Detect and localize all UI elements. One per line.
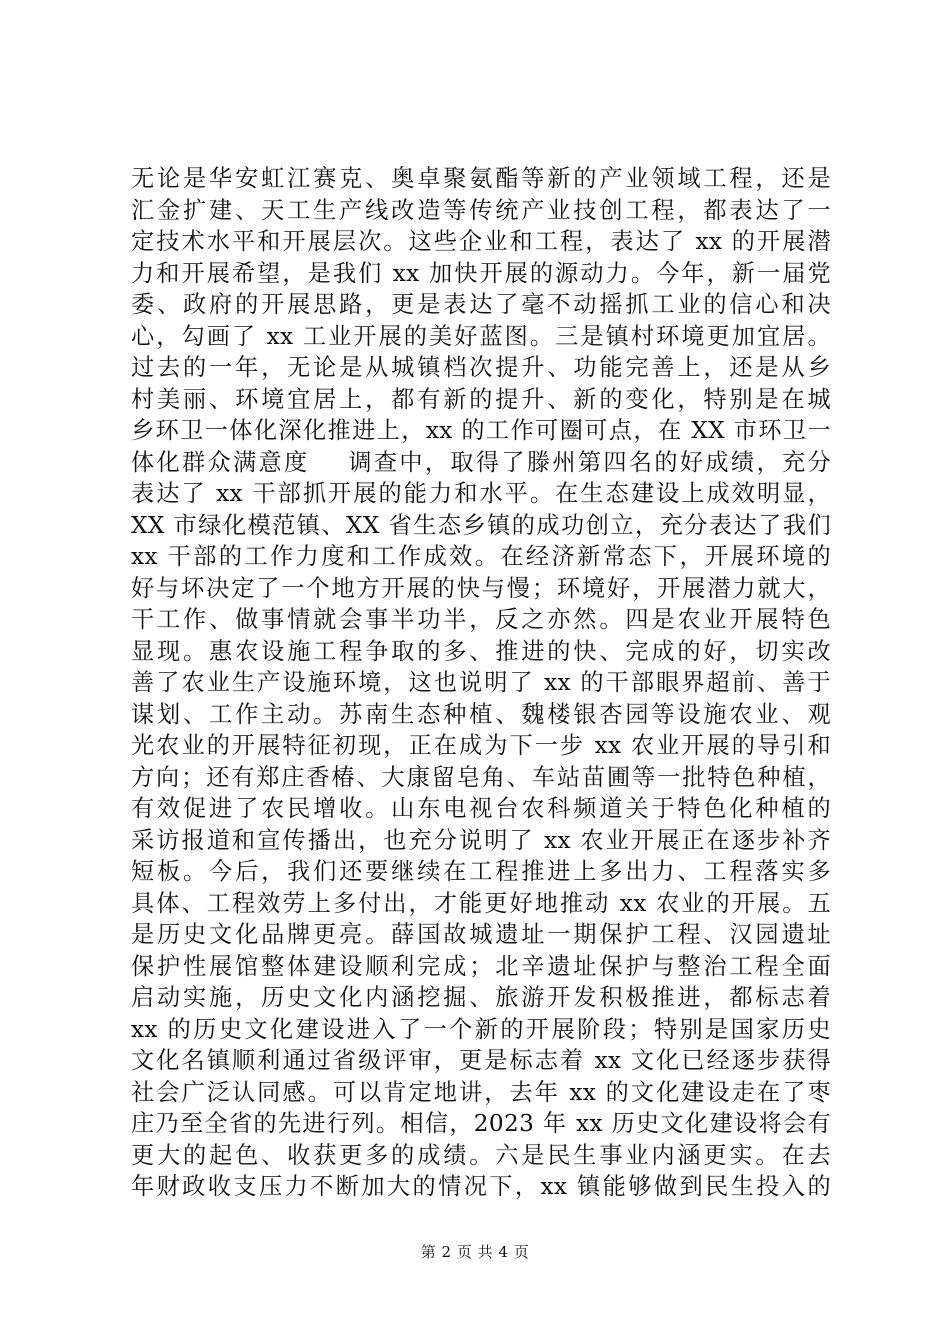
text-line: 定技术水平和开展层次。这些企业和工程，表达了 xx 的开展潜 — [131, 228, 831, 255]
text-line: 方向；还有郑庄香椿、大康留皂角、车站苗圃等一批特色种植， — [131, 763, 831, 791]
text-line: 文化名镇顺利通过省级评审，更是标志着 xx 文化已经逐步获得 — [131, 1047, 831, 1074]
text-line: 力和开展希望，是我们 xx 加快开展的源动力。今年，新一届党 — [131, 259, 831, 287]
text-line: 更大的起色、收获更多的成绩。六是民生事业内涵更实。在去 — [131, 1141, 831, 1169]
text-line: 有效促进了农民增收。山东电视台农科频道关于特色化种植的 — [131, 795, 831, 822]
text-line: 无论是华安虹江赛克、奥卓聚氨酯等新的产业领域工程，还是 — [131, 165, 831, 192]
text-line: 汇金扩建、天工生产线改造等传统产业技创工程，都表达了一 — [131, 196, 831, 224]
text-line: 乡环卫一体化深化推进上，xx 的工作可圈可点，在 XX 市环卫一 — [131, 417, 831, 444]
text-line: 采访报道和宣传播出，也充分说明了 xx 农业开展正在逐步补齐 — [131, 826, 831, 854]
text-line: 启动实施，历史文化内涵挖掘、旅游开发积极推进，都标志着 — [131, 984, 831, 1011]
text-line: 表达了 xx 干部抓开展的能力和水平。在生态建设上成效明显， — [131, 480, 831, 507]
text-line: 光农业的开展特征初现，正在成为下一步 xx 农业开展的导引和 — [131, 732, 831, 759]
text-line: 年财政收支压力不断加大的情况下，xx 镇能够做到民生投入的 — [131, 1173, 831, 1200]
body-text — [131, 163, 831, 1203]
text-line: 显现。惠农设施工程争取的多、推进的快、完成的好，切实改 — [131, 637, 831, 665]
text-line: 庄乃至全省的先进行列。相信，2023 年 xx 历史文化建设将会有 — [131, 1110, 831, 1137]
text-line: xx 的历史文化建设进入了一个新的开展阶段；特别是国家历史 — [131, 1015, 831, 1043]
text-line: 好与坏决定了一个地方开展的快与慢；环境好，开展潜力就大， — [131, 574, 831, 602]
text-line: 谋划、工作主动。苏南生态种植、魏楼银杏园等设施农业、观 — [131, 700, 831, 728]
text-line: 过去的一年，无论是从城镇档次提升、功能完善上，还是从乡 — [131, 354, 831, 381]
text-line: 是历史文化品牌更亮。薛国故城遗址一期保护工程、汉园遗址 — [131, 921, 831, 948]
text-line: 社会广泛认同感。可以肯定地讲，去年 xx 的文化建设走在了枣 — [131, 1078, 831, 1106]
text-line: 短板。今后，我们还要继续在工程推进上多出力、工程落实多 — [131, 858, 831, 885]
text-line: 干工作、做事情就会事半功半，反之亦然。四是农业开展特色 — [131, 606, 831, 633]
text-line: 村美丽、环境宜居上，都有新的提升、新的变化，特别是在城 — [131, 385, 831, 413]
text-line: XX 市绿化模范镇、XX 省生态乡镇的成功创立，充分表达了我们 — [131, 511, 831, 539]
text-line: 委、政府的开展思路，更是表达了毫不动摇抓工业的信心和决 — [131, 291, 831, 318]
text-line: 心，勾画了 xx 工业开展的美好蓝图。三是镇村环境更加宜居。 — [131, 322, 831, 350]
text-line: 善了农业生产设施环境，这也说明了 xx 的干部眼界超前、善于 — [131, 669, 831, 696]
text-line: 体化群众满意度 调查中，取得了滕州第四名的好成绩，充分 — [131, 448, 831, 476]
page-number-footer: 第 2 页 共 4 页 — [420, 1243, 530, 1261]
text-line: xx 干部的工作力度和工作成效。在经济新常态下，开展环境的 — [131, 543, 831, 570]
text-line: 保护性展馆整体建设顺利完成；北辛遗址保护与整治工程全面 — [131, 952, 831, 980]
text-line: 具体、工程效劳上多付出，才能更好地推动 xx 农业的开展。五 — [131, 889, 831, 917]
